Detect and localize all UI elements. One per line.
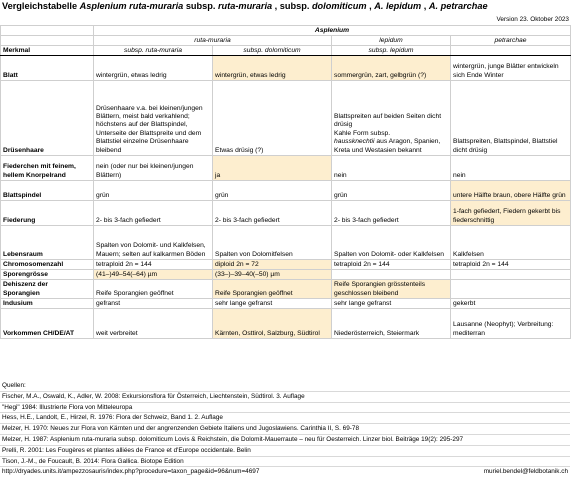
group-header-lepidum[interactable]: lepidum — [332, 36, 451, 46]
cell-text: aus Aragon, Spanien, Kreta und Westasien bekannt — [334, 138, 441, 154]
cell[interactable] — [332, 81, 451, 156]
cell[interactable]: Lausanne (Neophyt); Verbreitung: mediterran — [451, 309, 571, 339]
row-label-indusium[interactable]: Indusium — [1, 299, 94, 309]
cell-line — [334, 130, 448, 138]
source-item[interactable]: Fischer, M.A., Oswald, K., Adler, W. 2008: Exkursionsflora für Österreich, Liechtenstein, Südtirol. 3. Auflage — [0, 392, 570, 403]
row-label-vorkommen[interactable]: Vorkommen CH/DE/AT — [1, 309, 94, 339]
cell[interactable]: (41–)49–54(–64) µm — [94, 270, 213, 280]
genus-header[interactable]: Asplenium — [94, 26, 571, 36]
source-item[interactable]: "Hegi" 1984: Illustrierte Flora von Mitteleuropa — [0, 403, 570, 414]
row-label-blatt[interactable]: Blatt — [1, 56, 94, 81]
cell[interactable]: Kalkfelsen — [451, 226, 571, 260]
row-label-fiederchen[interactable] — [1, 156, 94, 181]
source-item[interactable]: Melzer, H. 1987: Asplenium ruta-muraria subsp. dolomiticum Lovis & Reichstein, die Dolomit-Mauerraute – neu für Oesterreich. Linzer biol. Beiträge 19(2): 295-297 — [0, 435, 570, 446]
table-row — [1, 226, 571, 260]
cell[interactable]: Spalten von Dolomit- oder Kalkfelsen — [332, 226, 451, 260]
col-header-ruta-muraria[interactable]: subsp. ruta-muraria — [94, 46, 213, 56]
cell[interactable]: ja — [213, 156, 332, 181]
merkmal-header[interactable]: Merkmal — [1, 46, 94, 56]
cell[interactable] — [451, 270, 571, 280]
cell-text-italic: haussknechtii — [334, 138, 375, 146]
cell[interactable]: (33–)–39–40(–50) µm — [213, 270, 332, 280]
cell[interactable]: wintergrün, etwas ledrig — [213, 56, 332, 81]
cell[interactable]: nein — [451, 156, 571, 181]
cell[interactable] — [332, 270, 451, 280]
table-row — [1, 181, 571, 201]
table-row — [1, 260, 571, 270]
cell[interactable]: sehr lange gefranst — [332, 299, 451, 309]
table-row — [1, 46, 571, 56]
source-item[interactable]: Prelli, R. 2001: Les Fougères et plantes alliées de France et d'Europe occidentale. Belin — [0, 446, 570, 457]
cell[interactable]: Spalten von Dolomit- und Kalkfelsen, Mauern; selten auf kalkarmen Böden — [94, 226, 213, 260]
row-label-sporengroesse[interactable]: Sporengrösse — [1, 270, 94, 280]
table-row — [1, 81, 571, 156]
cell[interactable]: Kärnten, Osttirol, Salzburg, Südtirol — [213, 309, 332, 339]
cell[interactable]: Reife Sporangien geöffnet — [94, 280, 213, 299]
cell[interactable]: nein (oder nur bei kleinen/jungen Blättern) — [94, 156, 213, 181]
table-row — [1, 201, 571, 226]
cell[interactable]: Blattspreiten, Blattspindel, Blattstiel dicht drüsig — [451, 81, 571, 156]
row-label-chromosomenzahl[interactable]: Chromosomenzahl — [1, 260, 94, 270]
title-subsp-2: dolomiticum — [311, 1, 367, 11]
comparison-table — [0, 25, 571, 339]
cell[interactable] — [1, 36, 94, 46]
source-footer — [0, 467, 570, 477]
cell[interactable]: tetraploid 2n = 144 — [332, 260, 451, 270]
title-prefix: Vergleichstabelle — [2, 1, 80, 11]
author-email-link[interactable]: muriel.bendel@feldbotanik.ch — [483, 468, 568, 476]
col-header-dolomiticum[interactable]: subsp. dolomiticum — [213, 46, 332, 56]
cell[interactable]: diploid 2n = 72 — [213, 260, 332, 270]
cell[interactable]: 2- bis 3-fach gefiedert — [213, 201, 332, 226]
group-header-petrarchae[interactable]: petrarchae — [451, 36, 571, 46]
page-title — [2, 1, 488, 11]
label-line: Dehiszenz der — [3, 281, 48, 289]
table-row — [1, 26, 571, 36]
title-sep-3: , — [366, 1, 375, 11]
cell[interactable]: Drüsenhaare v.a. bei kleinen/jungen Blättern, meist bald verkahlend; höchstens auf der Blattspindel, Unterseite der Blattspreite und dem Blattstiel einzelne Drüsenhaare bleibend — [94, 81, 213, 156]
source-item[interactable]: Tison, J.-M., de Foucault, B. 2014: Flora Gallica. Biotope Edition — [0, 457, 570, 468]
table-row — [1, 156, 571, 181]
label-line: Fiederchen mit feinem, — [3, 163, 76, 171]
title-sep-2: , subsp. — [272, 1, 312, 11]
label-line: Sporangien — [3, 289, 40, 297]
cell[interactable]: Spalten von Dolomitfelsen — [213, 226, 332, 260]
cell[interactable]: grün — [213, 181, 332, 201]
row-label-lebensraum[interactable]: Lebensraum — [1, 226, 94, 260]
cell[interactable]: wintergrün, etwas ledrig — [94, 56, 213, 81]
cell-line — [334, 138, 448, 155]
title-sep-1: subsp. — [183, 1, 218, 11]
table-row — [1, 36, 571, 46]
cell[interactable]: untere Hälfte braun, obere Hälfte grün — [451, 181, 571, 201]
sources-heading[interactable]: Quellen: — [0, 381, 570, 392]
row-label-blattspindel[interactable]: Blattspindel — [1, 181, 94, 201]
version-label: Version 23. Oktober 2023 — [496, 16, 569, 23]
cell[interactable]: Niederösterreich, Steiermark — [332, 309, 451, 339]
cell[interactable]: gekerbt — [451, 299, 571, 309]
source-item[interactable]: Melzer, H. 1970: Neues zur Flora von Kärnten und der angrenzenden Gebiete Italiens und Jugoslawiens. Carinthia II, S. 69-78 — [0, 424, 570, 435]
title-species: Asplenium ruta-muraria — [79, 1, 184, 11]
cell[interactable]: Reife Sporangien grösstenteils geschlossen bleibend — [332, 280, 451, 299]
row-label-fiederung[interactable]: Fiederung — [1, 201, 94, 226]
cell[interactable]: tetraploid 2n = 144 — [451, 260, 571, 270]
cell[interactable]: Etwas drüsig (?) — [213, 81, 332, 156]
cell[interactable]: grün — [332, 181, 451, 201]
title-species-2: A. lepidum — [374, 1, 422, 11]
cell[interactable]: tetraploid 2n = 144 — [94, 260, 213, 270]
table-row — [1, 270, 571, 280]
cell[interactable]: wintergrün, junge Blätter entwickeln sich Ende Winter — [451, 56, 571, 81]
cell[interactable]: weit verbreitet — [94, 309, 213, 339]
sources-list — [0, 381, 570, 477]
cell-text: Kahle Form subsp. — [334, 129, 391, 137]
cell[interactable]: 2- bis 3-fach gefiedert — [94, 201, 213, 226]
title-species-3: A. petrarchae — [428, 1, 488, 11]
cell[interactable] — [1, 26, 94, 36]
source-url-link[interactable]: http://dryades.units.it/ampezzosauris/index.php?procedure=taxon_page&id=96&num=4697 — [2, 468, 260, 476]
cell[interactable] — [451, 280, 571, 299]
cell[interactable]: nein — [332, 156, 451, 181]
table-row — [1, 280, 571, 299]
row-label-dehiszenz[interactable] — [1, 280, 94, 299]
cell[interactable]: grün — [94, 181, 213, 201]
table-row — [1, 309, 571, 339]
table-row — [1, 299, 571, 309]
cell[interactable]: gefranst — [94, 299, 213, 309]
cell[interactable]: Reife Sporangien geöffnet — [213, 280, 332, 299]
row-label-druesenhaare[interactable]: Drüsenhaare — [1, 81, 94, 156]
source-item[interactable]: Hess, H.E., Landolt, E., Hirzel, R. 1976: Flora der Schweiz, Band 1. 2. Auflage — [0, 413, 570, 424]
title-sep-4: , — [421, 1, 429, 11]
group-header-ruta-muraria[interactable]: ruta-muraria — [94, 36, 332, 46]
col-header-petrarchae[interactable] — [451, 46, 571, 56]
cell[interactable]: sommergrün, zart, gelbgrün (?) — [332, 56, 451, 81]
label-line: hellem Knorpelrand — [3, 171, 66, 179]
cell[interactable]: 2- bis 3-fach gefiedert — [332, 201, 451, 226]
cell[interactable]: sehr lange gefranst — [213, 299, 332, 309]
cell-line: Blattspreiten auf beiden Seiten dicht drüsig — [334, 112, 442, 129]
table-row — [1, 56, 571, 81]
title-subsp-1: ruta-muraria — [217, 1, 273, 11]
col-header-lepidum[interactable]: subsp. lepidum — [332, 46, 451, 56]
cell[interactable]: 1-fach gefiedert, Fiedern gekerbt bis fiederschnittig — [451, 201, 571, 226]
